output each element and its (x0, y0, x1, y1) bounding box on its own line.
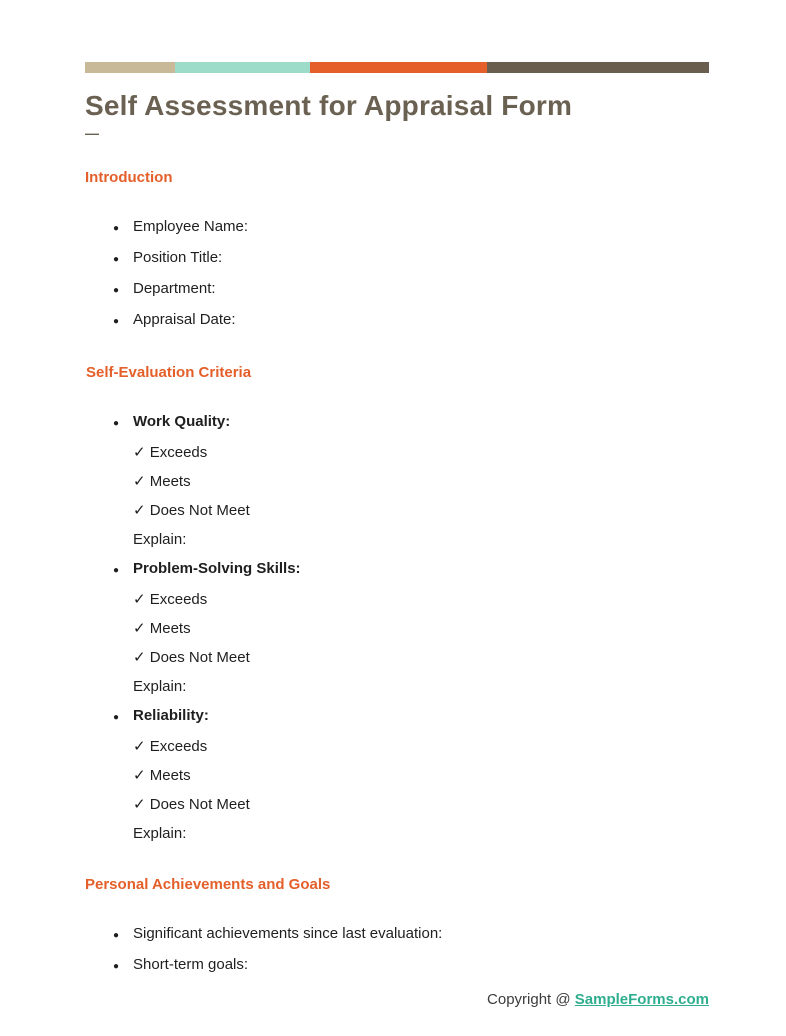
field-label-appraisal-date: Appraisal Date: (133, 311, 236, 328)
list-item-work-quality (85, 407, 709, 438)
option-does-not-meet: ✓ Does Not Meet (133, 796, 250, 813)
list-item-department (85, 274, 709, 305)
bullet-icon: ● (113, 961, 120, 972)
bullet-icon: ● (113, 565, 120, 576)
field-label-position-title: Position Title: (133, 249, 223, 266)
option-exceeds: ✓ Exceeds (133, 444, 208, 461)
bullet-icon: ● (113, 285, 120, 296)
option-exceeds: ✓ Exceeds (133, 738, 208, 755)
bullet-icon: ● (113, 712, 120, 723)
bullet-icon: ● (113, 930, 120, 941)
bullet-icon: ● (113, 254, 120, 265)
criterion-work-quality (85, 407, 709, 554)
option-does-not-meet: ✓ Does Not Meet (133, 502, 250, 519)
option-meets: ✓ Meets (133, 767, 191, 784)
footer (487, 991, 709, 1008)
title-dash: — (85, 125, 99, 141)
option-meets: ✓ Meets (133, 473, 191, 490)
option-does-not-meet: ✓ Does Not Meet (133, 649, 250, 666)
color-bar-segment-tan (85, 62, 175, 73)
bullet-icon: ● (113, 418, 120, 429)
list-item-employee-name (85, 212, 709, 243)
section-heading-introduction: Introduction (85, 169, 173, 186)
self-evaluation-list (85, 407, 709, 848)
list-item-problem-solving (85, 554, 709, 585)
field-label-employee-name: Employee Name: (133, 218, 249, 235)
list-item-reliability (85, 701, 709, 732)
section-heading-self-evaluation: Self-Evaluation Criteria (86, 364, 252, 381)
list-item-appraisal-date (85, 305, 709, 336)
criterion-reliability (85, 701, 709, 848)
list-item-significant-achievements (85, 919, 709, 950)
option-meets: ✓ Meets (133, 620, 191, 637)
bullet-icon: ● (113, 316, 120, 327)
footer-copyright-text: Copyright @ (487, 991, 575, 1008)
decorative-color-bar (85, 62, 709, 73)
explain-label: Explain: (133, 678, 187, 695)
option-exceeds: ✓ Exceeds (133, 591, 208, 608)
section-heading-achievements: Personal Achievements and Goals (85, 876, 331, 893)
introduction-list (85, 212, 709, 336)
color-bar-segment-orange (310, 62, 487, 73)
criterion-label-work-quality: Work Quality: (133, 413, 231, 430)
bullet-icon: ● (113, 223, 120, 234)
explain-label: Explain: (133, 825, 187, 842)
page-title: Self Assessment for Appraisal Form (85, 90, 573, 121)
achievements-list (85, 919, 709, 981)
criterion-label-reliability: Reliability: (133, 707, 209, 724)
list-item-position-title (85, 243, 709, 274)
explain-label: Explain: (133, 531, 187, 548)
color-bar-segment-mint (175, 62, 310, 73)
footer-site-link[interactable]: SampleForms.com (574, 991, 709, 1008)
field-label-short-term-goals: Short-term goals: (133, 956, 249, 973)
field-label-significant-achievements: Significant achievements since last evaluation: (133, 925, 443, 942)
list-item-short-term-goals (85, 950, 709, 981)
criterion-problem-solving (85, 554, 709, 701)
color-bar-segment-brown (487, 62, 709, 73)
criterion-label-problem-solving: Problem-Solving Skills: (133, 560, 301, 577)
field-label-department: Department: (133, 280, 216, 297)
